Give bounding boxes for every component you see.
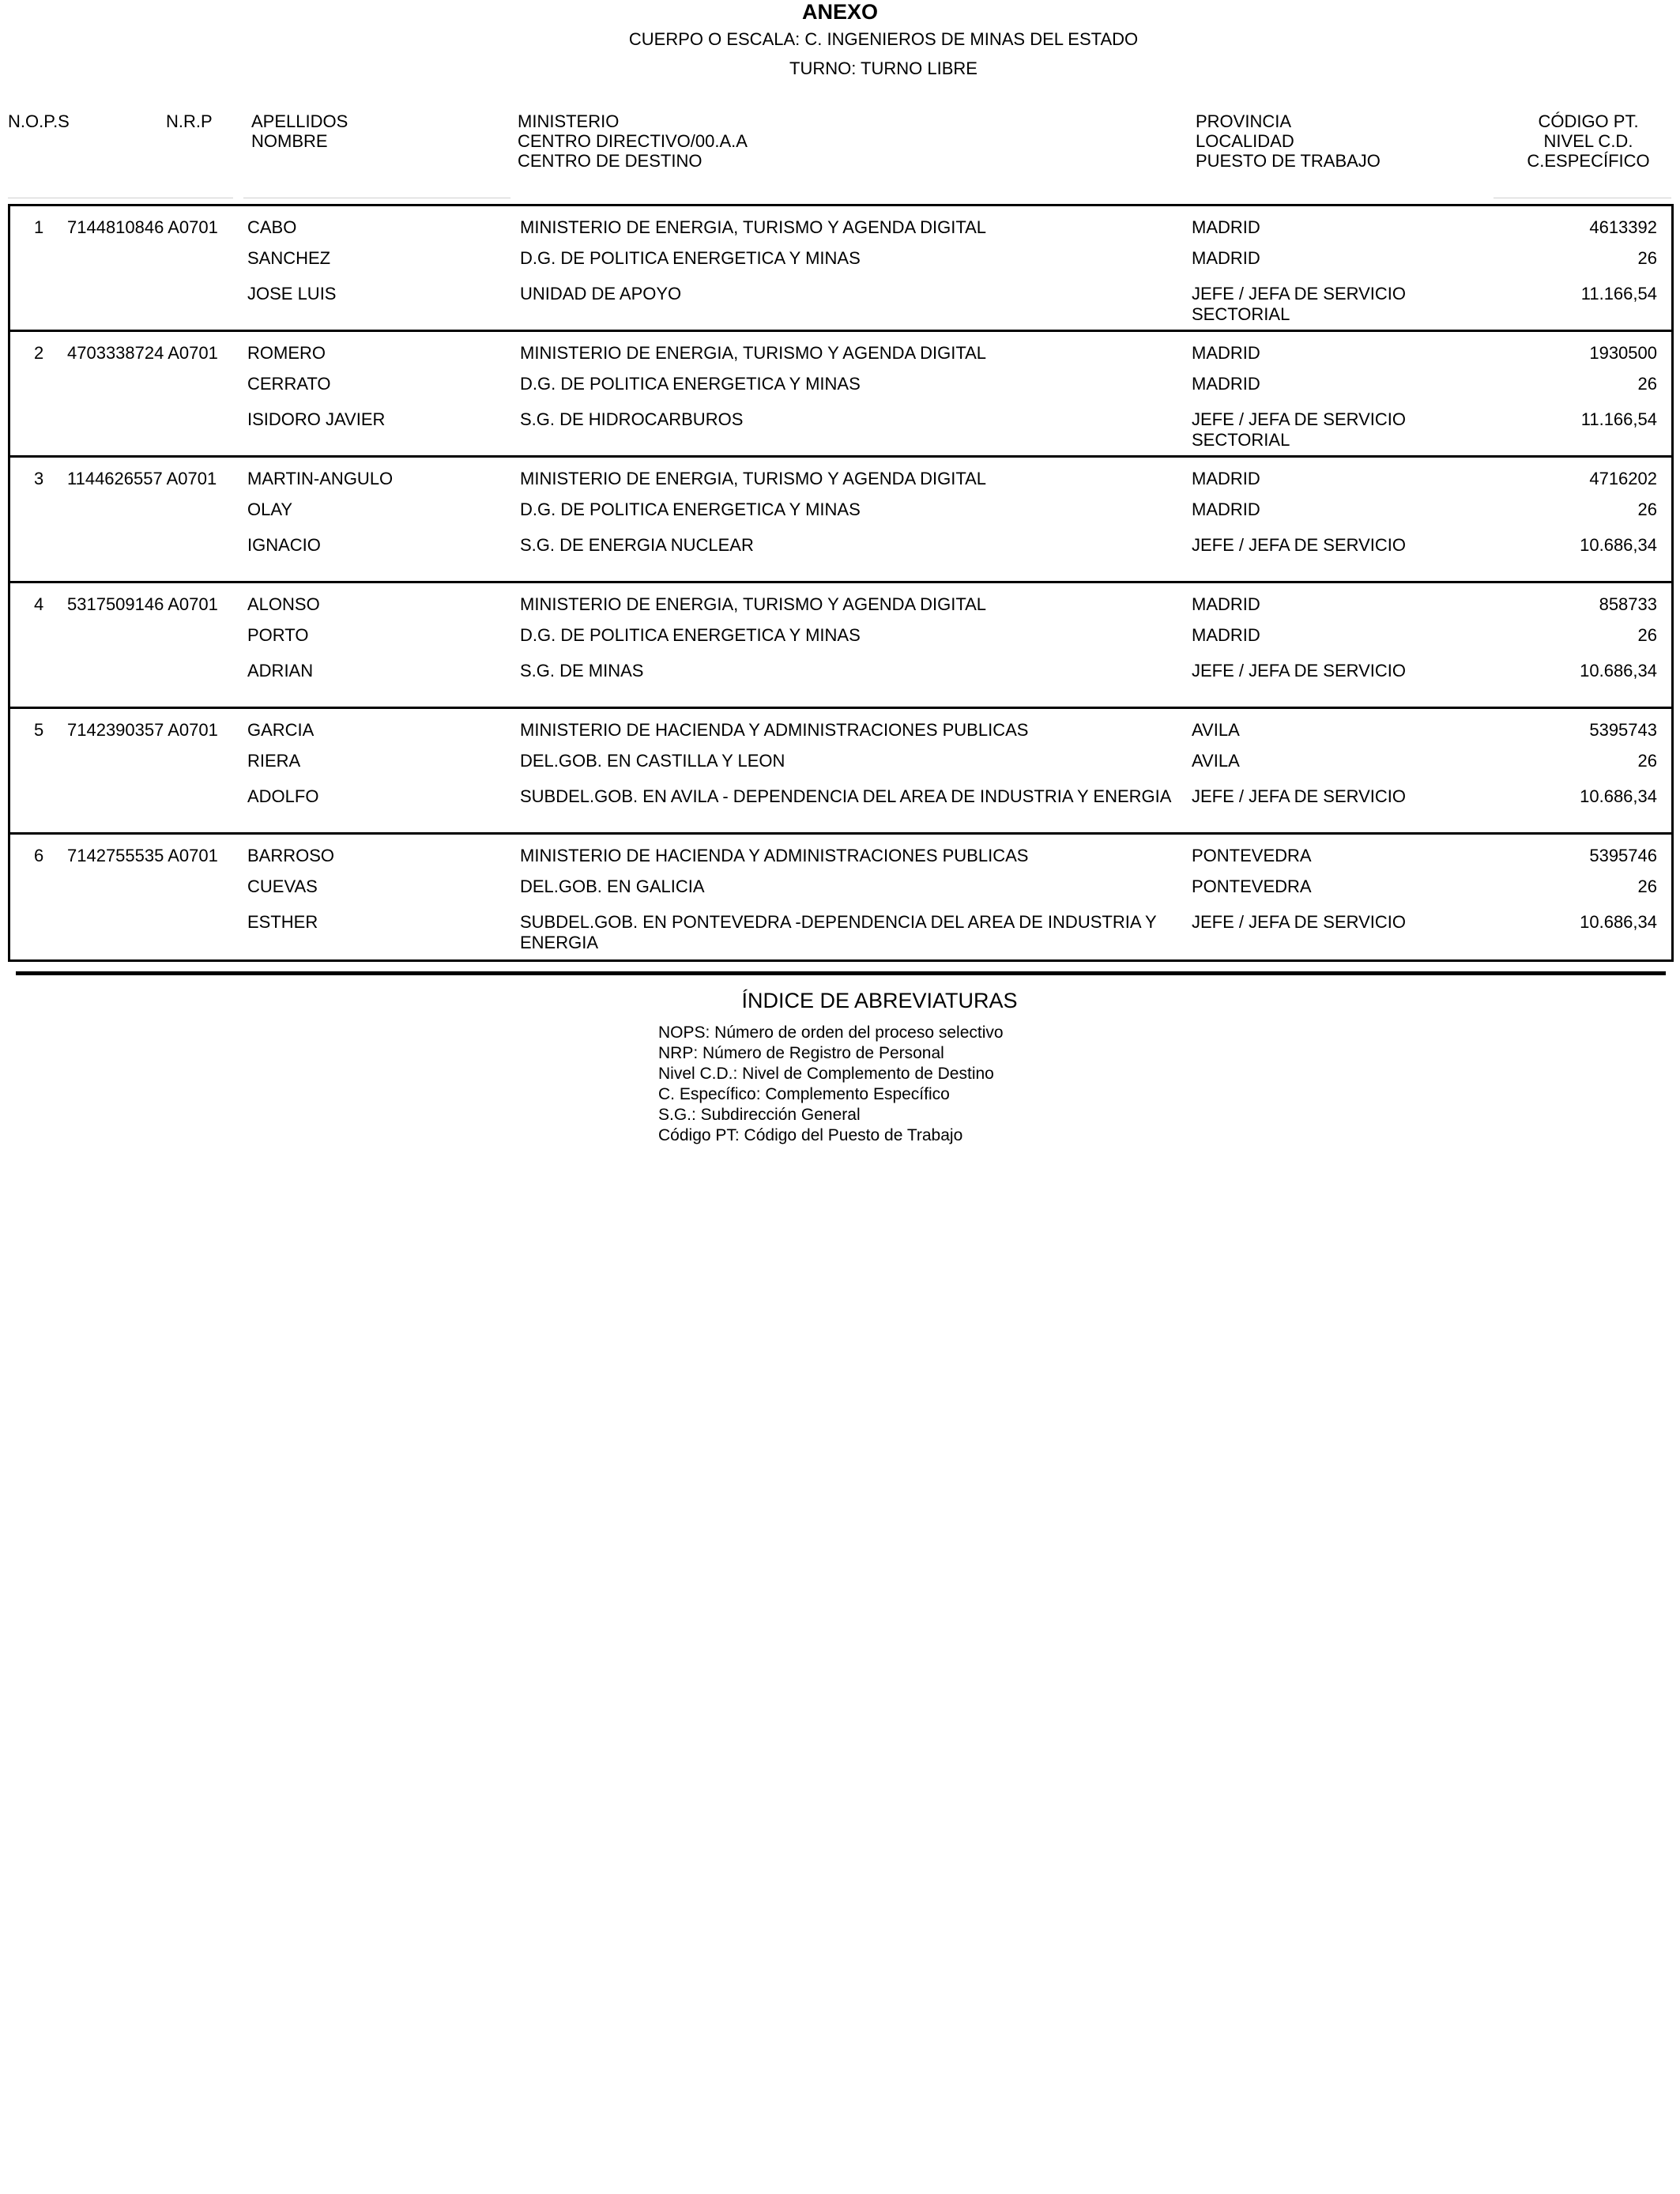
- row-codigo-pt: 4716202: [1589, 469, 1657, 488]
- row-nivel: 26: [1637, 374, 1657, 394]
- header-nrp: N.R.P: [166, 111, 213, 131]
- row-centro-directivo: D.G. DE POLITICA ENERGETICA Y MINAS: [520, 625, 861, 645]
- row-provincia: MADRID: [1192, 343, 1260, 363]
- header-apellidos-nombre: APELLIDOS NOMBRE: [251, 111, 348, 151]
- row-nrp: 7144810846 A0701: [67, 217, 218, 237]
- abbreviation-item: S.G.: Subdirección General: [658, 1106, 861, 1124]
- table-row: [10, 458, 1671, 583]
- row-number: 2: [34, 343, 44, 363]
- row-centro-destino: SUBDEL.GOB. EN PONTEVEDRA -DEPENDENCIA DEL AREA DE INDUSTRIA Y ENERGIA: [520, 912, 1157, 952]
- row-number: 3: [34, 469, 44, 488]
- header-codigo: CÓDIGO PT. NIVEL C.D. C.ESPECÍFICO: [1527, 111, 1650, 171]
- row-nombre: ESTHER: [247, 912, 318, 932]
- row-centro-destino: UNIDAD DE APOYO: [520, 284, 682, 303]
- row-localidad: PONTEVEDRA: [1192, 876, 1312, 896]
- row-apellido1: ROMERO: [247, 343, 326, 363]
- row-nrp: 5317509146 A0701: [67, 594, 218, 614]
- row-nrp: 7142755535 A0701: [67, 846, 218, 865]
- header-provincia: PROVINCIA LOCALIDAD PUESTO DE TRABAJO: [1196, 111, 1381, 171]
- row-apellido2: RIERA: [247, 751, 301, 771]
- header-nops: N.O.P.S: [8, 111, 70, 131]
- row-nombre: ADOLFO: [247, 786, 319, 806]
- row-puesto: JEFE / JEFA DE SERVICIO SECTORIAL: [1192, 409, 1407, 450]
- row-localidad: MADRID: [1192, 499, 1260, 519]
- row-apellido1: BARROSO: [247, 846, 335, 865]
- row-provincia: MADRID: [1192, 469, 1260, 488]
- row-provincia: MADRID: [1192, 217, 1260, 237]
- abbreviation-item: C. Específico: Complemento Específico: [658, 1085, 950, 1103]
- row-provincia: PONTEVEDRA: [1192, 846, 1312, 865]
- row-nombre: ADRIAN: [247, 661, 314, 680]
- row-localidad: MADRID: [1192, 625, 1260, 645]
- row-centro-directivo: DEL.GOB. EN CASTILLA Y LEON: [520, 751, 785, 771]
- row-puesto: JEFE / JEFA DE SERVICIO: [1192, 786, 1407, 806]
- row-apellido1: ALONSO: [247, 594, 320, 614]
- cuerpo-escala: CUERPO O ESCALA: C. INGENIEROS DE MINAS DEL ESTADO: [628, 29, 1139, 49]
- turno: TURNO: TURNO LIBRE: [789, 58, 977, 78]
- table-row: [10, 583, 1671, 709]
- row-codigo-pt: 4613392: [1589, 217, 1657, 237]
- row-ministerio: MINISTERIO DE ENERGIA, TURISMO Y AGENDA DIGITAL: [520, 343, 987, 363]
- row-especifico: 10.686,34: [1580, 661, 1657, 680]
- row-centro-destino: S.G. DE MINAS: [520, 661, 644, 680]
- row-apellido1: CABO: [247, 217, 297, 237]
- row-especifico: 10.686,34: [1580, 535, 1657, 555]
- abbreviations-title: ÍNDICE DE ABREVIATURAS: [741, 989, 1018, 1012]
- table-row: [10, 835, 1671, 959]
- abbreviation-item: Código PT: Código del Puesto de Trabajo: [658, 1126, 963, 1144]
- row-nombre: IGNACIO: [247, 535, 321, 555]
- row-apellido1: MARTIN-ANGULO: [247, 469, 394, 488]
- row-apellido2: CERRATO: [247, 374, 331, 394]
- row-nivel: 26: [1637, 876, 1657, 896]
- row-number: 6: [34, 846, 44, 865]
- row-puesto: JEFE / JEFA DE SERVICIO SECTORIAL: [1192, 284, 1407, 324]
- section-divider: [16, 971, 1666, 975]
- row-centro-destino: S.G. DE ENERGIA NUCLEAR: [520, 535, 754, 555]
- row-nombre: ISIDORO JAVIER: [247, 409, 386, 429]
- abbreviations-list: [658, 1023, 1004, 1146]
- document-title: ANEXO: [801, 0, 879, 24]
- row-especifico: 11.166,54: [1580, 284, 1657, 303]
- row-especifico: 11.166,54: [1580, 409, 1657, 429]
- row-centro-directivo: D.G. DE POLITICA ENERGETICA Y MINAS: [520, 499, 861, 519]
- row-nivel: 26: [1637, 751, 1657, 771]
- row-centro-destino: S.G. DE HIDROCARBUROS: [520, 409, 744, 429]
- row-codigo-pt: 1930500: [1589, 343, 1657, 363]
- abbreviation-item: Nivel C.D.: Nivel de Complemento de Destino: [658, 1065, 994, 1083]
- row-centro-destino: SUBDEL.GOB. EN AVILA - DEPENDENCIA DEL AREA DE INDUSTRIA Y ENERGIA: [520, 786, 1172, 806]
- row-nrp: 1144626557 A0701: [67, 469, 217, 488]
- table-row: [10, 709, 1671, 835]
- row-centro-directivo: D.G. DE POLITICA ENERGETICA Y MINAS: [520, 248, 861, 268]
- row-centro-directivo: DEL.GOB. EN GALICIA: [520, 876, 705, 896]
- row-nombre: JOSE LUIS: [247, 284, 337, 303]
- row-ministerio: MINISTERIO DE HACIENDA Y ADMINISTRACIONES PUBLICAS: [520, 720, 1029, 740]
- results-table: [8, 204, 1674, 962]
- row-provincia: MADRID: [1192, 594, 1260, 614]
- row-apellido2: PORTO: [247, 625, 309, 645]
- abbreviation-item: NOPS: Número de orden del proceso selectivo: [658, 1023, 1004, 1042]
- row-nivel: 26: [1637, 625, 1657, 645]
- row-apellido2: CUEVAS: [247, 876, 318, 896]
- table-row: [10, 332, 1671, 458]
- row-apellido2: OLAY: [247, 499, 293, 519]
- row-nivel: 26: [1637, 499, 1657, 519]
- row-puesto: JEFE / JEFA DE SERVICIO: [1192, 912, 1407, 932]
- row-localidad: MADRID: [1192, 374, 1260, 394]
- row-apellido2: SANCHEZ: [247, 248, 331, 268]
- header-ministerio: MINISTERIO CENTRO DIRECTIVO/00.A.A CENTRO DE DESTINO: [518, 111, 748, 171]
- row-apellido1: GARCIA: [247, 720, 315, 740]
- row-puesto: JEFE / JEFA DE SERVICIO: [1192, 535, 1407, 555]
- row-localidad: MADRID: [1192, 248, 1260, 268]
- row-provincia: AVILA: [1192, 720, 1240, 740]
- row-centro-directivo: D.G. DE POLITICA ENERGETICA Y MINAS: [520, 374, 861, 394]
- row-nrp: 7142390357 A0701: [67, 720, 218, 740]
- row-nrp: 4703338724 A0701: [67, 343, 218, 363]
- row-ministerio: MINISTERIO DE ENERGIA, TURISMO Y AGENDA DIGITAL: [520, 469, 987, 488]
- row-number: 5: [34, 720, 44, 740]
- row-especifico: 10.686,34: [1580, 912, 1657, 932]
- row-ministerio: MINISTERIO DE ENERGIA, TURISMO Y AGENDA DIGITAL: [520, 594, 987, 614]
- row-especifico: 10.686,34: [1580, 786, 1657, 806]
- row-localidad: AVILA: [1192, 751, 1240, 771]
- table-row: [10, 206, 1671, 332]
- row-number: 4: [34, 594, 44, 614]
- row-puesto: JEFE / JEFA DE SERVICIO: [1192, 661, 1407, 680]
- row-number: 1: [34, 217, 44, 237]
- row-codigo-pt: 858733: [1599, 594, 1657, 614]
- row-ministerio: MINISTERIO DE HACIENDA Y ADMINISTRACIONES PUBLICAS: [520, 846, 1029, 865]
- row-nivel: 26: [1637, 248, 1657, 268]
- row-codigo-pt: 5395743: [1589, 720, 1657, 740]
- row-ministerio: MINISTERIO DE ENERGIA, TURISMO Y AGENDA DIGITAL: [520, 217, 987, 237]
- abbreviation-item: NRP: Número de Registro de Personal: [658, 1044, 944, 1062]
- row-codigo-pt: 5395746: [1589, 846, 1657, 865]
